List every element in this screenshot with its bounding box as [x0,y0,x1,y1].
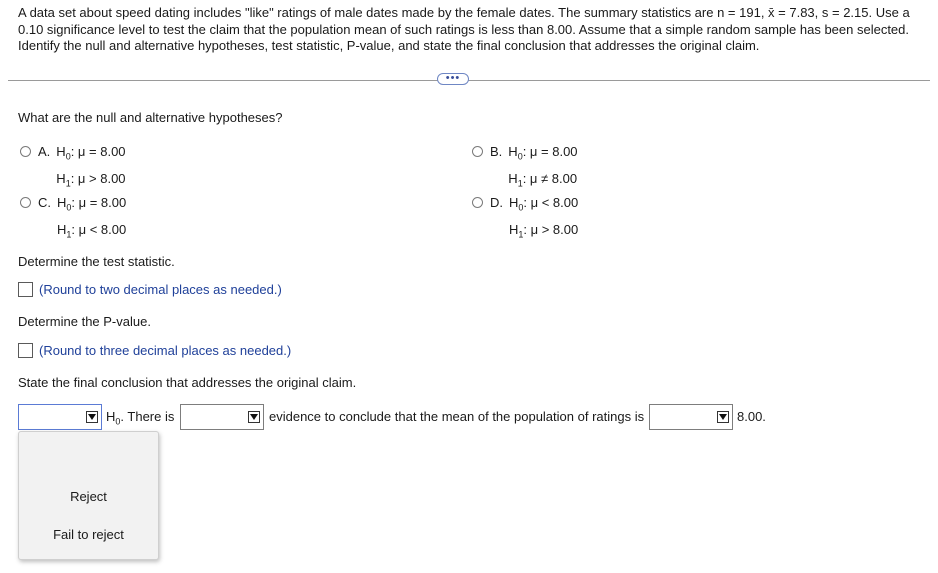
section-divider [8,80,930,81]
conclusion-evidence-text: evidence to conclude that the mean of the population of ratings is [269,409,645,424]
conclusion-value-text: 8.00. [737,409,766,424]
p-value-row [18,343,291,358]
decision-dropdown-menu [18,431,159,560]
option-b-radio[interactable] [472,146,483,157]
option-c-radio[interactable] [20,197,31,208]
option-b-hypotheses [508,141,577,194]
comparison-select[interactable] [649,404,733,430]
p-value-input[interactable] [18,343,33,358]
option-b-h1: $H_1$: μ ≠ 8.00 [508,170,578,189]
option-c-letter: C. [38,195,51,210]
chevron-down-icon[interactable] [86,411,98,423]
evidence-select[interactable] [180,404,264,430]
option-a-h0: $H_0$: μ = 8.00 [56,144,126,162]
option-d[interactable] [472,194,578,245]
test-statistic-input[interactable] [18,282,33,297]
option-b[interactable] [472,143,578,194]
option-d-h0: $H_0$: μ < 8.00 [509,195,579,213]
test-statistic-row [18,282,282,297]
conclusion-h0-text: $H_0$. There is [106,409,175,427]
dropdown-option-fail-to-reject[interactable]: Fail to reject [53,527,124,542]
option-a-h1: $H_1$: μ > 8.00 [56,170,126,189]
problem-line-3: Identify the null and alternative hypotheses, test statistic, P-value, and state the final conclusion that addresses the original claim. [18,38,760,53]
conclusion-prompt: State the final conclusion that addresses the original claim. [18,375,357,390]
chevron-down-icon[interactable] [248,411,260,423]
problem-line-2: 0.10 significance level to test the claim that the population mean of such ratings is less than 8.00. Assume that a simple random sample has been selected. [18,21,910,37]
test-statistic-prompt: Determine the test statistic. [18,254,175,269]
option-d-h1: $H_1$: μ > 8.00 [509,221,579,240]
option-b-letter: B. [490,144,503,159]
chevron-down-icon[interactable] [717,411,729,423]
option-a-letter: A. [38,144,51,159]
option-a[interactable] [20,143,126,194]
decision-select[interactable] [18,404,102,430]
expand-more-button[interactable]: ••• [437,73,469,85]
test-statistic-hint: (Round to two decimal places as needed.) [39,282,282,297]
p-value-hint: (Round to three decimal places as needed.) [39,343,292,358]
option-c-h1: $H_1$: μ < 8.00 [57,221,127,240]
dropdown-option-reject[interactable]: Reject [70,489,107,504]
option-b-h0: $H_0$: μ = 8.00 [508,144,578,162]
option-a-radio[interactable] [20,146,31,157]
option-d-letter: D. [490,195,503,210]
option-c[interactable] [20,194,126,245]
option-c-hypotheses [57,192,126,245]
option-a-hypotheses [56,141,125,194]
option-d-hypotheses [509,192,578,245]
problem-statement [18,5,923,55]
option-d-radio[interactable] [472,197,483,208]
hypotheses-prompt: What are the null and alternative hypotheses? [18,110,283,125]
p-value-prompt: Determine the P-value. [18,314,151,329]
option-c-h0: $H_0$: μ = 8.00 [57,195,127,213]
problem-line-1: A data set about speed dating includes "like" ratings of male dates made by the female dates. The summary statistics are n = 191, x̄ = 7.83, s = 2.15. Use a [18,5,910,20]
